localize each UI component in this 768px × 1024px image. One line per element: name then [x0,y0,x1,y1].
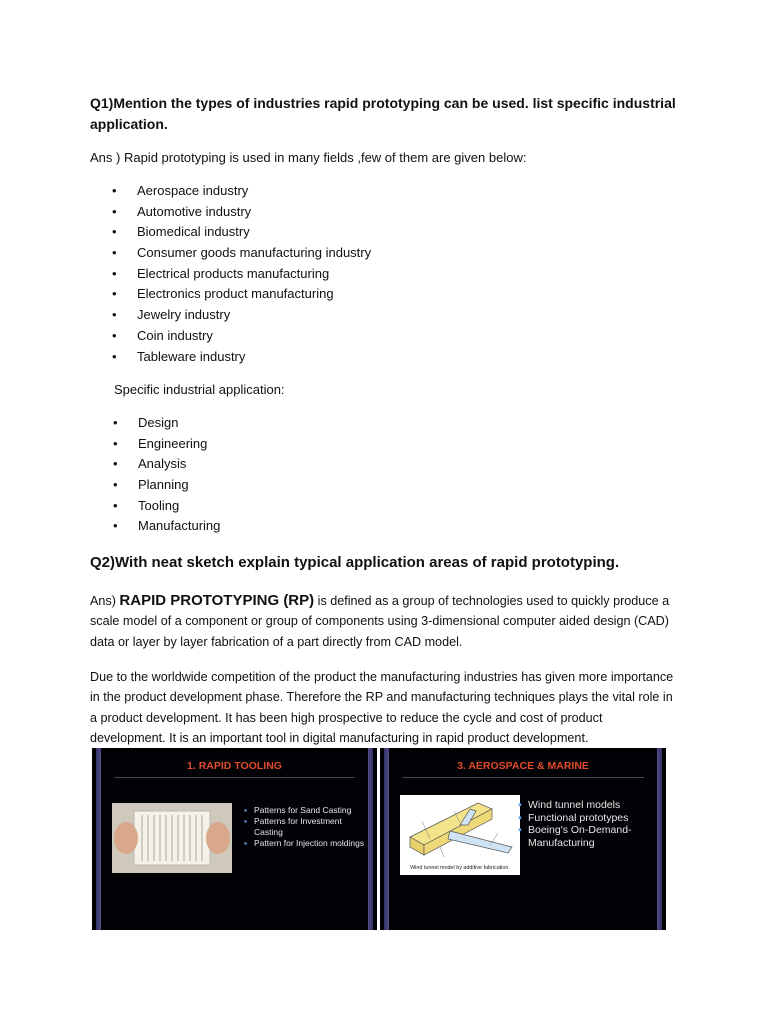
list-item: • Manufacturing [113,516,220,537]
answer-1-intro: Ans ) Rapid prototyping is used in many fields ,few of them are given below: [90,150,527,165]
list-item: • Consumer goods manufacturing industry [112,243,371,264]
list-item: • Biomedical industry [112,222,371,243]
list-item: • Analysis [113,454,220,475]
list-item: ▪ Patterns for Investment Casting [244,816,369,838]
answer-2-paragraph-2: Due to the worldwide competition of the product the manufacturing industries has given more importance in the product development phase. Therefore the RP and manufacturing techniques plays the vital role in a product development. It has been high prospective to reduce the cycle and cost of product development. It is an important tool in digital manufacturing in rapid product development. [90,670,674,745]
list-item: • Aerospace industry [112,181,371,202]
list-item: • Design [113,413,220,434]
rp-term: RAPID PROTOTYPING (RP) [119,592,315,609]
wind-tunnel-model-diagram [400,795,520,875]
list-item: ▪ Pattern for Injection moldings [244,838,369,849]
slide-frame [384,748,389,930]
list-item: • Engineering [113,434,220,455]
list-item: • Automotive industry [112,202,371,223]
list-item: • Electronics product manufacturing [112,284,371,305]
specific-application-heading: Specific industrial application: [114,382,285,397]
list-item: ▪ Boeing's On-Demand-Manufacturing [518,824,658,849]
applications-list [113,413,220,537]
answer-2-paragraph-1 [90,591,680,652]
list-item: • Planning [113,475,220,496]
diagram-caption: Wind tunnel model by additive fabrication. [410,865,510,871]
list-item: ▪ Patterns for Sand Casting [244,805,369,816]
list-item: • Jewelry industry [112,305,371,326]
answer-2-definition: is defined as a group of technologies used to quickly produce a scale model of a component or group of components using 3-dimensional computer aided design (CAD) data or layer by layer fabrication of a part directly from CAD model. [90,594,670,649]
list-item: • Electrical products manufacturing [112,264,371,285]
list-item: • Tooling [113,496,220,517]
list-item: ▪ Wind tunnel models [518,799,658,812]
answer-2-prefix: Ans) [90,594,120,608]
list-item: • Tableware industry [112,347,371,368]
question-2: Q2)With neat sketch explain typical application areas of rapid prototyping. [90,554,620,571]
list-item: ▪ Functional prototypes [518,812,658,825]
tooling-pattern-photo [112,803,232,873]
title-divider [114,777,355,778]
industries-list [112,181,371,367]
slide-title: 1. RAPID TOOLING [187,760,282,772]
title-divider [402,777,644,778]
rapid-tooling-slide [92,748,377,930]
question-1: Q1)Mention the types of industries rapid prototyping can be used. list specific industrial application. [90,95,676,132]
tooling-bullets [244,805,369,849]
aerospace-bullets [518,799,658,849]
slide-title: 3. AEROSPACE & MARINE [457,760,589,772]
list-item: • Coin industry [112,326,371,347]
aerospace-marine-slide [380,748,666,930]
slide-frame [96,748,101,930]
